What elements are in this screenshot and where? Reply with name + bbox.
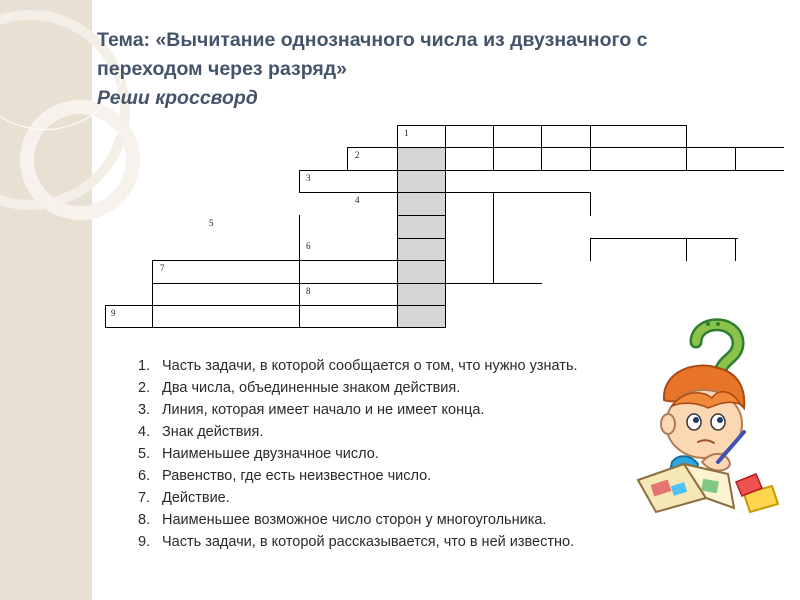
crossword-number-9: 9 — [111, 308, 116, 318]
grid-line — [590, 192, 591, 216]
grid-line — [397, 238, 445, 239]
clue-number: 2. — [138, 380, 151, 396]
grid-line — [735, 147, 736, 171]
clue-text: Наименьшее возможное число сторон у многоугольника. — [162, 512, 547, 528]
clue-number: 3. — [138, 402, 151, 418]
grid-line — [686, 238, 687, 261]
clue-text: Два числа, объединенные знаком действия. — [162, 380, 461, 396]
grid-line — [590, 125, 591, 171]
clue-item — [138, 509, 578, 531]
grid-line — [105, 305, 106, 328]
grid-line — [590, 238, 591, 261]
grid-line — [686, 125, 687, 171]
clue-number: 7. — [138, 490, 151, 506]
clue-item — [138, 487, 578, 509]
clue-item — [138, 531, 578, 553]
clue-number: 4. — [138, 424, 151, 440]
clue-text: Наименьшее двузначное число. — [162, 446, 379, 462]
clue-item — [138, 377, 578, 399]
grid-line — [299, 170, 300, 193]
crossword-number-4: 4 — [355, 195, 360, 205]
title-subtitle: Реши кроссворд — [97, 87, 258, 109]
clue-number: 5. — [138, 446, 151, 462]
clue-text: Часть задачи, в которой рассказывается, что в ней известно. — [162, 534, 575, 550]
thinking-boy-with-books-icon — [632, 312, 782, 522]
grid-line — [105, 327, 445, 328]
grid-line — [105, 305, 445, 306]
crossword-number-7: 7 — [160, 263, 165, 273]
title-line-1: Тема: «Вычитание однозначного числа из двузначного с — [97, 29, 648, 51]
grid-line — [347, 147, 348, 171]
crossword-number-6: 6 — [306, 241, 311, 251]
grid-line — [299, 215, 300, 328]
grid-line — [445, 125, 446, 328]
grid-line — [397, 125, 398, 328]
grid-line — [347, 147, 784, 148]
grid-line — [152, 283, 542, 284]
grid-line — [541, 125, 542, 171]
clue-item — [138, 399, 578, 421]
clue-number: 6. — [138, 468, 151, 484]
clue-number: 9. — [138, 534, 151, 550]
clue-item — [138, 443, 578, 465]
grid-line — [493, 192, 494, 284]
crossword-number-3: 3 — [306, 173, 311, 183]
clue-text: Действие. — [162, 490, 230, 506]
crossword-keyword-column — [397, 147, 445, 327]
clue-item — [138, 421, 578, 443]
grid-line — [152, 260, 153, 328]
clue-number: 1. — [138, 358, 151, 374]
clue-number: 8. — [138, 512, 151, 528]
crossword-number-8: 8 — [306, 286, 311, 296]
clue-text: Знак действия. — [162, 424, 264, 440]
title-line-2: переходом через разряд» — [97, 58, 347, 80]
crossword-number-5: 5 — [209, 218, 214, 228]
clue-text: Линия, которая имеет начало и не имеет конца. — [162, 402, 485, 418]
clue-text: Равенство, где есть неизвестное число. — [162, 468, 432, 484]
crossword-number-2: 2 — [355, 150, 360, 160]
clue-item — [138, 355, 578, 377]
grid-line — [735, 238, 736, 261]
grid-line — [590, 238, 738, 239]
grid-line — [493, 125, 494, 171]
slide-title — [97, 26, 737, 113]
grid-line — [397, 215, 445, 216]
clue-item — [138, 465, 578, 487]
clues-list — [138, 355, 578, 553]
clue-text: Часть задачи, в которой сообщается о том, что нужно узнать. — [162, 358, 578, 374]
crossword-number-1: 1 — [404, 128, 409, 138]
